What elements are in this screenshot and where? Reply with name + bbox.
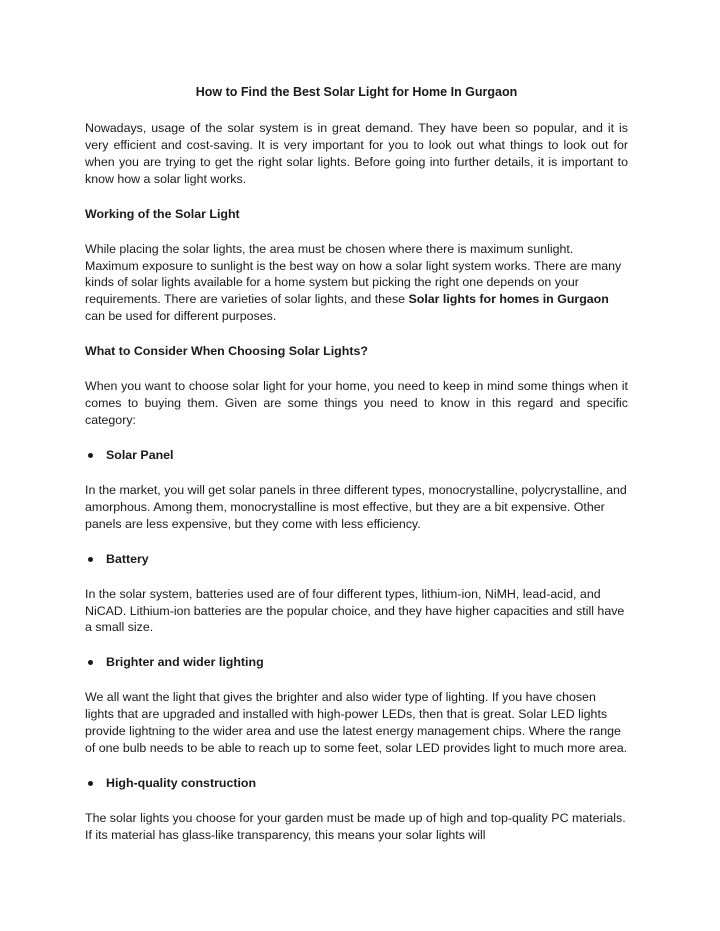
section-heading-working: Working of the Solar Light [85, 206, 240, 221]
consider-paragraph: When you want to choose solar light for your home, you need to keep in mind some things when it comes to buying them. Given are some things you need to know in this regard and specific category: [85, 379, 628, 427]
bullet-dot-icon [88, 453, 93, 458]
bullet-battery [85, 551, 628, 568]
bullet-solar-panel [85, 447, 628, 464]
intro-paragraph: Nowadays, usage of the solar system is in great demand. They have been so popular, and it is very efficient and cost-saving. It is very important for you to look out what things to look out for when you are trying to get the right solar lights. Before going into further details, it is important to know how a solar light works. [85, 121, 628, 186]
bullet-dot-icon [88, 557, 93, 562]
solar-lights-gurgaon-link: Solar lights for homes in Gurgaon [408, 292, 609, 307]
working-paragraph [85, 241, 628, 326]
bullet-dot-icon [88, 781, 93, 786]
document-title: How to Find the Best Solar Light for Home In Gurgaon [195, 85, 518, 99]
bullet-high-quality-construction [85, 775, 628, 792]
bullet-label: Brighter and wider lighting [106, 655, 264, 670]
bullet-label: High-quality construction [106, 775, 257, 790]
working-text-before: While placing the solar lights, the area must be chosen where there is maximum sunlight. Maximum exposure to sunlight is the best way on how a solar light system works. There are many kinds of solar lights available for a home system but picking the right one depends on your requirements. There are varieties of solar lights, and these [85, 241, 622, 307]
solar-panel-paragraph: In the market, you will get solar panels in three different types, monocrystalline, polycrystalline, and amorphous. Among them, monocrystalline is most effective, but they are a bit expensive. Other panels are less expensive, but they come with less efficiency. [85, 482, 627, 531]
working-text-after: can be used for different purposes. [85, 309, 277, 324]
bullet-label: Solar Panel [106, 447, 174, 462]
bullet-dot-icon [88, 660, 93, 665]
section-heading-consider: What to Consider When Choosing Solar Lights? [85, 344, 368, 359]
battery-paragraph: In the solar system, batteries used are of four different types, lithium-ion, NiMH, lead-acid, and NiCAD. Lithium-ion batteries are the popular choice, and they have higher capacities and still have a small size. [85, 586, 625, 635]
brighter-lighting-paragraph: We all want the light that gives the brighter and also wider type of lighting. If you have chosen lights that are upgraded and installed with high-power LEDs, then that is great. Solar LED lights provide lightning to the wider area and use the latest energy management chips. Where the range of one bulb needs to be able to reach up to some feet, solar LED provides light to much more area. [85, 690, 628, 756]
construction-paragraph: The solar lights you choose for your garden must be made up of high and top-quality PC materials. If its material has glass-like transparency, this means your solar lights will [85, 810, 626, 842]
bullet-brighter-lighting [85, 654, 628, 671]
bullet-label: Battery [106, 551, 149, 566]
